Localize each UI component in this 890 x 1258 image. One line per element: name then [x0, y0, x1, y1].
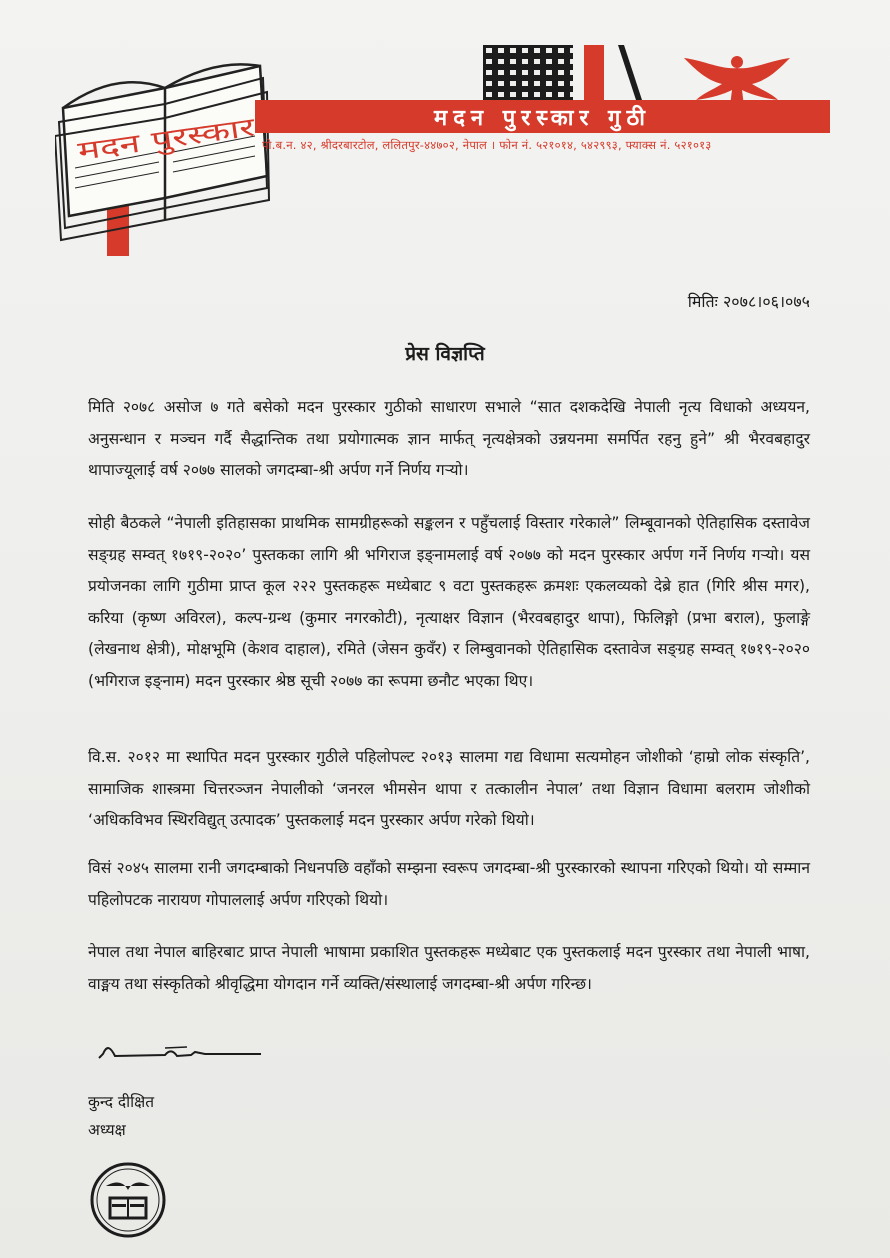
- stripes-icon: [584, 45, 644, 100]
- paragraph-1: मिति २०७८ असोज ७ गते बसेको मदन पुरस्कार गुठीको साधारण सभाले “सात दशकदेखि नेपाली नृत्य विधाको अध्ययन, अनुसन्धान र मञ्चन गर्दै सैद्धान्तिक तथा प्रयोगात्मक ज्ञान मार्फत् नृत्यक्षेत्रको उन्नयनमा समर्पित रहनु हुने” श्री भैरवबहादुर थापाज्यूलाई वर्ष २०७७ सालको जगदम्बा-श्री अर्पण गर्ने निर्णय गर्‍यो।: [88, 398, 810, 479]
- document-date: मितिः २०७८।०६।०७५: [687, 292, 810, 311]
- signature-icon: [95, 1038, 265, 1068]
- signer-block: [88, 1088, 154, 1144]
- paragraph-3: वि.स. २०१२ मा स्थापित मदन पुरस्कार गुठीले पहिलोपल्ट २०१३ सालमा गद्य विधामा सत्यमोहन जोशीको ‘हाम्रो लोक संस्कृति’, सामाजिक शास्त्रमा चित्तरञ्जन नेपालीको ‘जनरल भीमसेन थापा र तत्कालीन नेपाल’ तथा विज्ञान विधामा बलराम जोशीको ‘अधिकविभव स्थिरविद्युत् उत्पादक’ पुस्तकलाई मदन पुरस्कार अर्पण गरेको थियो।: [88, 748, 810, 829]
- paragraph-4: विसं २०४५ सालमा रानी जगदम्बाको निधनपछि वहाँको सम्झना स्वरूप जगदम्बा-श्री पुरस्कारको स्थापना गरिएको थियो। यो सम्मान पहिलोपटक नारायण गोपाललाई अर्पण गरिएको थियो।: [88, 859, 810, 909]
- signer-title: अध्यक्ष: [88, 1121, 126, 1139]
- paragraph-2: सोही बैठकले “नेपाली इतिहासका प्राथमिक सामग्रीहरूको सङ्कलन र पहुँचलाई विस्तार गरेकाले” लिम्बूवानको ऐतिहासिक दस्तावेज सङ्ग्रह सम्वत् १७१९-२०२०’ पुस्तकका लागि श्री भगिराज इङ्नामलाई वर्ष २०७७ को मदन पुरस्कार अर्पण गर्ने निर्णय गर्‍यो। यस प्रयोजनका लागि गुठीमा प्राप्त कूल २२२ पुस्तकहरू मध्येबाट ९ वटा पुस्तकहरू क्रमशः एकलव्यको देब्रे हात (गिरि श्रीस मगर), करिया (कृष्ण अविरल), कल्प-ग्रन्थ (कुमार नगरकोटी), नृत्याक्षर विज्ञान (भैरवबहादुर थापा), फिलिङ्गो (प्रभा बराल), फुलाङ्गे (लेखनाथ क्षेत्री), मोक्षभूमि (केशव दाहाल), रमिते (जेसन कुवँर) र लिम्बुवानको ऐतिहासिक दस्तावेज सङ्ग्रह सम्वत् १७१९-२०२० (भगिराज इङ्नाम) मदन पुरस्कार श्रेष्ठ सूची २०७७ का रूपमा छनौट भएका थिए।: [88, 514, 810, 690]
- seal-icon: [88, 1160, 168, 1240]
- letterhead-band: [255, 100, 830, 133]
- signer-name: कुन्द दीक्षित: [88, 1093, 155, 1111]
- book-logo-text: मदन पुरस्कार: [76, 119, 204, 168]
- letterhead-address: पो.ब.न. ४२, श्रीदरबारटोल, ललितपुर-४४७०२, नेपाल । फोन नं. ५२१०१४, ५४२९९३, फ्याक्स नं. ५२१०१३: [262, 138, 712, 152]
- document-heading: प्रेस विज्ञप्ति: [405, 343, 485, 365]
- book-logo-icon: [55, 48, 270, 263]
- organization-name: मदन पुरस्कार गुठी: [434, 105, 651, 131]
- paragraph-5: नेपाल तथा नेपाल बाहिरबाट प्राप्त नेपाली भाषामा प्रकाशित पुस्तकहरू मध्येबाट एक पुस्तकलाई मदन पुरस्कार तथा नेपाली भाषा, वाङ्मय तथा संस्कृतिको श्रीवृद्धिमा योगदान गर्ने व्यक्ति/संस्थालाई जगदम्बा-श्री अर्पण गरिन्छ।: [88, 943, 810, 993]
